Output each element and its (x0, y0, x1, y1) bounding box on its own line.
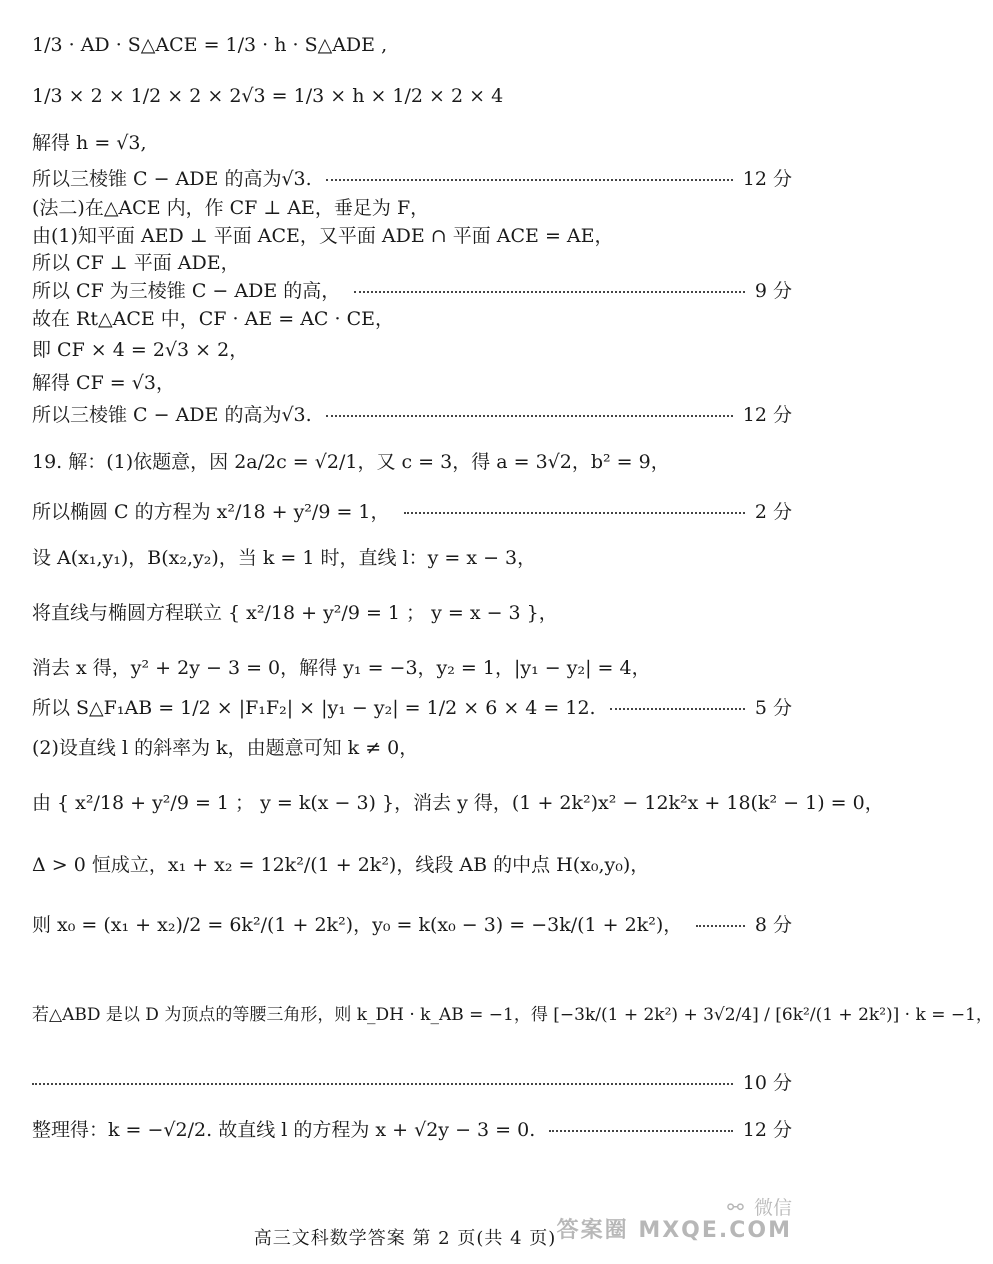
solution-line-18 (32, 688, 792, 724)
solution-line-2 (32, 78, 792, 114)
score-label: 5 分 (754, 696, 792, 719)
line-text: (2)设直线 l 的斜率为 k，由题意可知 k ≠ 0， (32, 736, 419, 759)
line-text: 整理得：k = −√2/2. 故直线 l 的方程为 x + √2y − 3 = 0. (32, 1118, 536, 1141)
solution-line-11 (32, 366, 792, 396)
page-footer: 高三文科数学答案 第 2 页(共 4 页) (253, 1228, 557, 1249)
score-label: 8 分 (754, 913, 792, 936)
solution-line-1 (32, 28, 792, 62)
solution-line-9 (32, 302, 792, 332)
line-text: 若△ABD 是以 D 为顶点的等腰三角形，则 k_DH · k_AB = −1，得 [−3k/(1 + 2k²) + 3√2/4] / [6k²/(1 + 2k²)] · k = −1， (32, 1004, 993, 1025)
line-text: 所以三棱锥 C − ADE 的高为√3. (32, 167, 312, 190)
dotted-leader (354, 291, 745, 293)
solution-line-13 (32, 440, 792, 480)
chat-bubble-icon: ⚯ (727, 1195, 744, 1219)
line-text: 解得 CF = √3， (32, 371, 175, 394)
solution-line-24 (32, 1066, 792, 1096)
line-text: 所以三棱锥 C − ADE 的高为√3. (32, 403, 312, 426)
watermark (557, 1196, 792, 1243)
line-text: 设 A(x₁,y₁)，B(x₂,y₂)，当 k = 1 时，直线 l：y = x − 3， (32, 546, 537, 569)
line-text: 所以 CF 为三棱锥 C − ADE 的高， (32, 279, 341, 302)
score-label: 12 分 (742, 1118, 792, 1141)
line-text: 即 CF × 4 = 2√3 × 2， (32, 338, 249, 361)
solution-line-25 (32, 1108, 792, 1148)
watermark-bottom-text: 答案圈 MXQE.COM (556, 1217, 792, 1243)
solution-line-10 (32, 333, 792, 363)
solution-line-5 (32, 191, 792, 221)
solution-line-17 (32, 651, 792, 681)
solution-line-12 (32, 398, 792, 428)
line-text: 所以 S△F₁AB = 1/2 × |F₁F₂| × |y₁ − y₂| = 1/2 × 6 × 4 = 12. (32, 696, 596, 719)
line-text: (法二)在△ACE 内，作 CF ⊥ AE，垂足为 F， (32, 196, 430, 219)
solution-line-14 (32, 490, 792, 530)
line-text: 故在 Rt△ACE 中，CF · AE = AC · CE， (32, 307, 394, 330)
solution-line-21 (32, 842, 792, 884)
dotted-leader (696, 925, 745, 927)
solution-line-3 (32, 126, 792, 156)
line-text: 由 { x²/18 + y²/9 = 1 ； y = k(x − 3) }，消去 y 得，(1 + 2k²)x² − 12k²x + 18(k² − 1) = 0， (32, 791, 884, 814)
line-text: 将直线与椭圆方程联立 { x²/18 + y²/9 = 1 ； y = x − 3 }， (32, 601, 558, 624)
line-text: 19. 解：(1)依题意，因 2a/2c = √2/1，又 c = 3，得 a = 3√2，b² = 9， (32, 450, 670, 473)
solution-line-22 (32, 902, 792, 944)
solution-line-20 (32, 770, 884, 832)
dotted-leader (326, 415, 733, 417)
dotted-leader (326, 179, 733, 181)
solution-line-4 (32, 162, 792, 192)
line-text: 解得 h = √3, (32, 131, 147, 154)
score-label: 10 分 (742, 1071, 792, 1094)
dotted-leader (610, 708, 745, 710)
line-text: 所以 CF ⊥ 平面 ADE， (32, 251, 240, 274)
score-label: 9 分 (754, 279, 792, 302)
solution-line-6 (32, 219, 792, 249)
solution-line-19 (32, 731, 792, 761)
line-text: 所以椭圆 C 的方程为 x²/18 + y²/9 = 1， (32, 500, 390, 523)
solution-line-7 (32, 246, 792, 276)
line-text: 则 x₀ = (x₁ + x₂)/2 = 6k²/(1 + 2k²)，y₀ = k(x₀ − 3) = −3k/(1 + 2k²)， (32, 913, 683, 936)
line-text: Δ > 0 恒成立，x₁ + x₂ = 12k²/(1 + 2k²)，线段 AB 的中点 H(x₀,y₀)， (32, 853, 650, 876)
line-text: 消去 x 得，y² + 2y − 3 = 0，解得 y₁ = −3，y₂ = 1，|y₁ − y₂| = 4， (32, 656, 651, 679)
dotted-leader (404, 512, 745, 514)
line-text: 1/3 × 2 × 1/2 × 2 × 2√3 = 1/3 × h × 1/2 × 2 × 4 (32, 85, 504, 107)
score-label: 12 分 (742, 167, 792, 190)
solution-line-16 (32, 580, 792, 642)
score-label: 2 分 (754, 500, 792, 523)
solution-line-8 (32, 274, 792, 304)
watermark-top-text: 微信 (753, 1197, 792, 1219)
line-text: 1/3 · AD · S△ACE = 1/3 · h · S△ADE , (32, 34, 388, 56)
dotted-leader (549, 1130, 733, 1132)
score-label: 12 分 (742, 403, 792, 426)
solution-line-23 (32, 985, 993, 1039)
dotted-leader (32, 1083, 733, 1085)
solution-line-15 (32, 541, 792, 571)
line-text: 由(1)知平面 AED ⊥ 平面 ACE，又平面 ADE ∩ 平面 ACE = AE， (32, 224, 614, 247)
